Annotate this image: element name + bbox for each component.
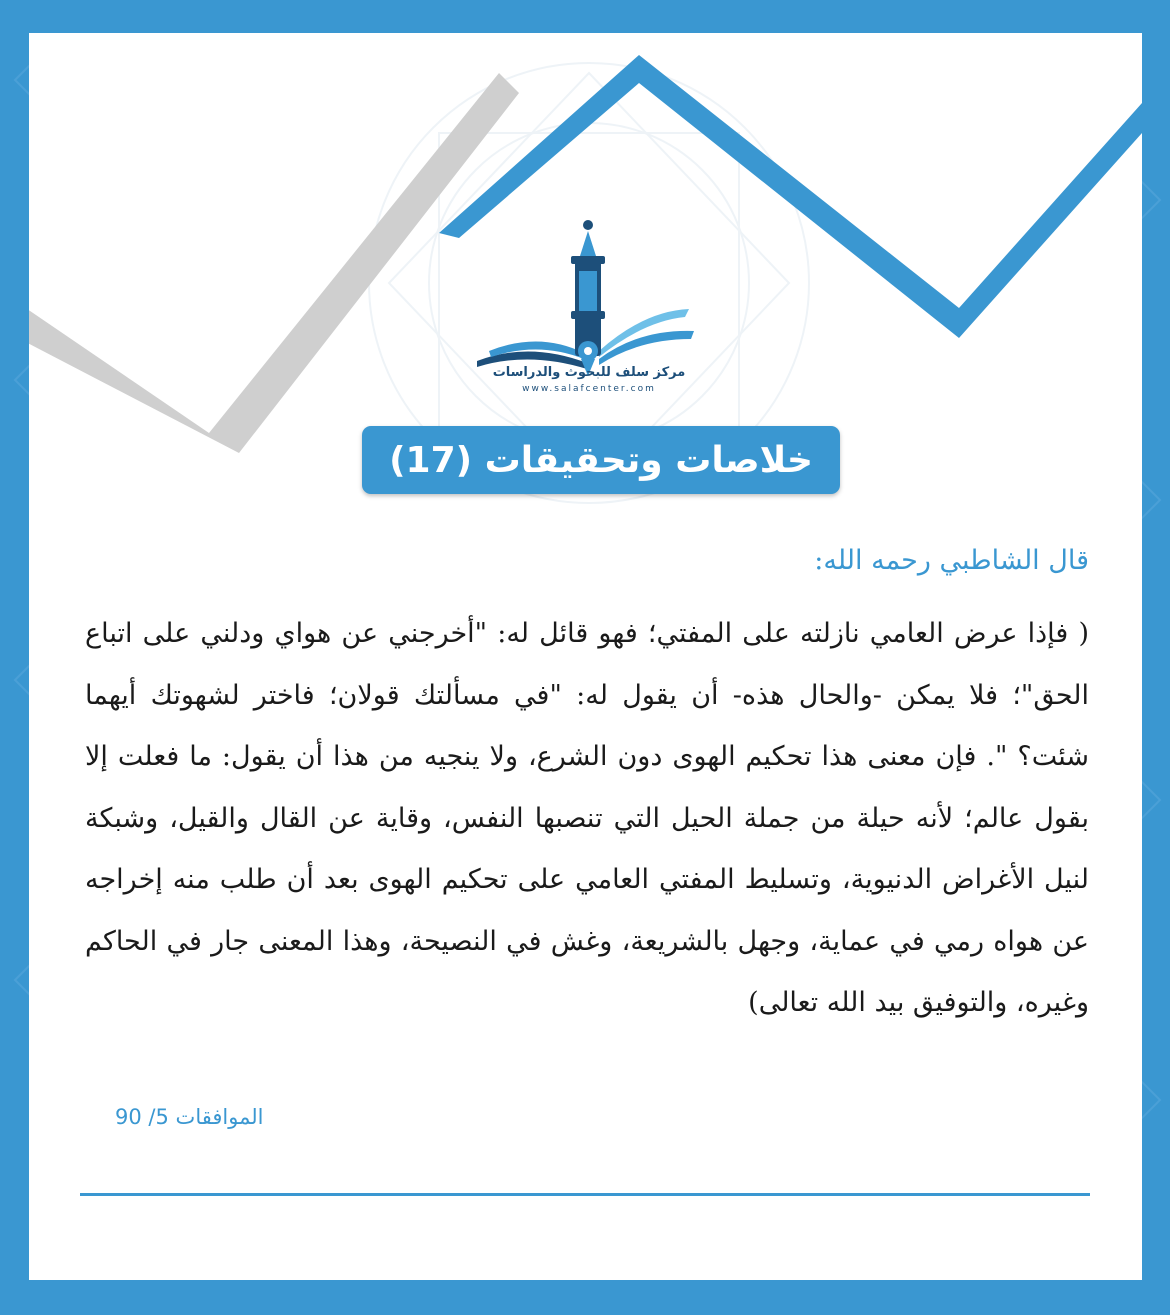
content-card [29,33,1142,1280]
quote-text: ( فإذا عرض العامي نازلته على المفتي؛ فهو قائل له: "أخرجني عن هواي ودلني على اتباع الحق"؛ فلا يمكن -والحال هذه- أن يقول له: "في مسألتك قولان؛ فاختر لشهوتك أيهما شئت؟ ". فإن معنى هذا تحكيم الهوى دون الشرع، ولا ينجيه من هذا أن يقول: ما فعلت إلا بقول عالم؛ لأنه حيلة من جملة الحيل التي تنصبها النفس، وقاية عن القال والقيل، وشبكة لنيل الأغراض الدنيوية، وتسليط المفتي العامي على تحكيم الهوى بعد أن طلب منه إخراجه عن هواه رمي في عماية، وجهل بالشريعة، وغش في النصيحة، وهذا المعنى جار في الحاكم وغيره، والتوفيق بيد الله تعالى) [85,618,1089,1018]
title-badge: خلاصات وتحقيقات (17) [362,426,840,494]
quote-intro: قال الشاطبي رحمه الله: [814,545,1089,576]
logo-url: www.salafcenter.com [522,384,656,394]
source-reference: الموافقات 5/ 90 [115,1105,264,1129]
gray-zigzag [29,73,519,453]
logo-org-name: مركز سلف للبحوث والدراسات [492,365,686,380]
divider [80,1193,1090,1196]
